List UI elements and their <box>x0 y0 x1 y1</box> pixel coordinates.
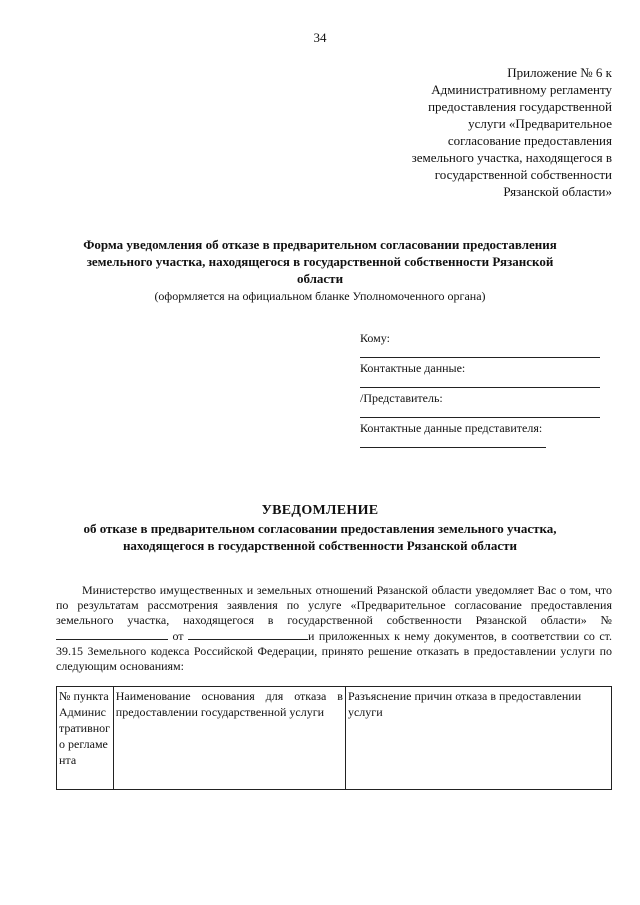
page-number: 34 <box>313 30 327 45</box>
body-text-part: Министерство имущественных и земельных отношений Рязанской области уведомляет Вас о том, что по результатам рассмотрения заявления по услуге «Предварительное согласование предоставления земельного участка, находящегося в государственной собственности Рязанской области» № <box>56 583 612 627</box>
appendix-line: Административному регламенту <box>431 82 612 97</box>
form-title-line: области <box>296 271 344 286</box>
form-title <box>40 236 600 287</box>
representative-field-line[interactable] <box>360 416 600 418</box>
notice-subtitle-line: об отказе в предварительном согласовании предоставления земельного участка, <box>83 521 557 536</box>
col-refusal-explanation: Разъяснение причин отказа в предоставлении услуги <box>345 687 611 790</box>
appendix-line: земельного участка, находящегося в <box>411 150 612 165</box>
body-text-part: и приложенных к нему документов, в соответствии со ст. 39.15 Земельного кодекса Российской Федерации, принято решение отказать в предоставлении услуги по следующим основаниям: <box>56 629 613 673</box>
notice-body <box>56 583 612 674</box>
form-title-line: земельного участка, находящегося в государственной собственности Рязанской <box>86 254 554 269</box>
to-field-line[interactable] <box>360 356 600 358</box>
contacts-field-line[interactable] <box>360 386 600 388</box>
appendix-line: Рязанской области» <box>503 184 612 199</box>
form-subtitle: (оформляется на официальном бланке Уполномоченного органа) <box>154 289 486 303</box>
form-title-line: Форма уведомления об отказе в предварительном согласовании предоставления <box>83 237 557 252</box>
application-date-blank[interactable] <box>188 628 308 640</box>
representative-label: /Представитель: <box>360 391 443 405</box>
table-row <box>57 687 612 790</box>
notice-heading <box>40 502 600 554</box>
notice-subtitle-line: находящегося в государственной собственности Рязанской области <box>122 538 518 553</box>
notice-title: УВЕДОМЛЕНИЕ <box>261 503 379 518</box>
appendix-note <box>312 64 612 200</box>
rep-contacts-label: Контактные данные представителя: <box>360 421 543 435</box>
reasons-table <box>56 686 612 790</box>
appendix-line: Приложение № 6 к <box>507 65 612 80</box>
recipient-block <box>360 330 600 450</box>
col-regulation-point: № пункта Административного регламента <box>57 687 114 790</box>
appendix-line: государственной собственности <box>434 167 612 182</box>
rep-contacts-field-line[interactable] <box>360 446 546 448</box>
appendix-line: предоставления государственной <box>428 99 612 114</box>
appendix-line: согласование предоставления <box>447 133 612 148</box>
appendix-line: услуги «Предварительное <box>468 116 612 131</box>
contacts-label: Контактные данные: <box>360 361 466 375</box>
to-label: Кому: <box>360 331 390 345</box>
application-number-blank[interactable] <box>56 628 168 640</box>
body-text-part: от <box>172 629 184 643</box>
col-refusal-ground: Наименование основания для отказа в предоставлении государственной услуги <box>113 687 345 790</box>
